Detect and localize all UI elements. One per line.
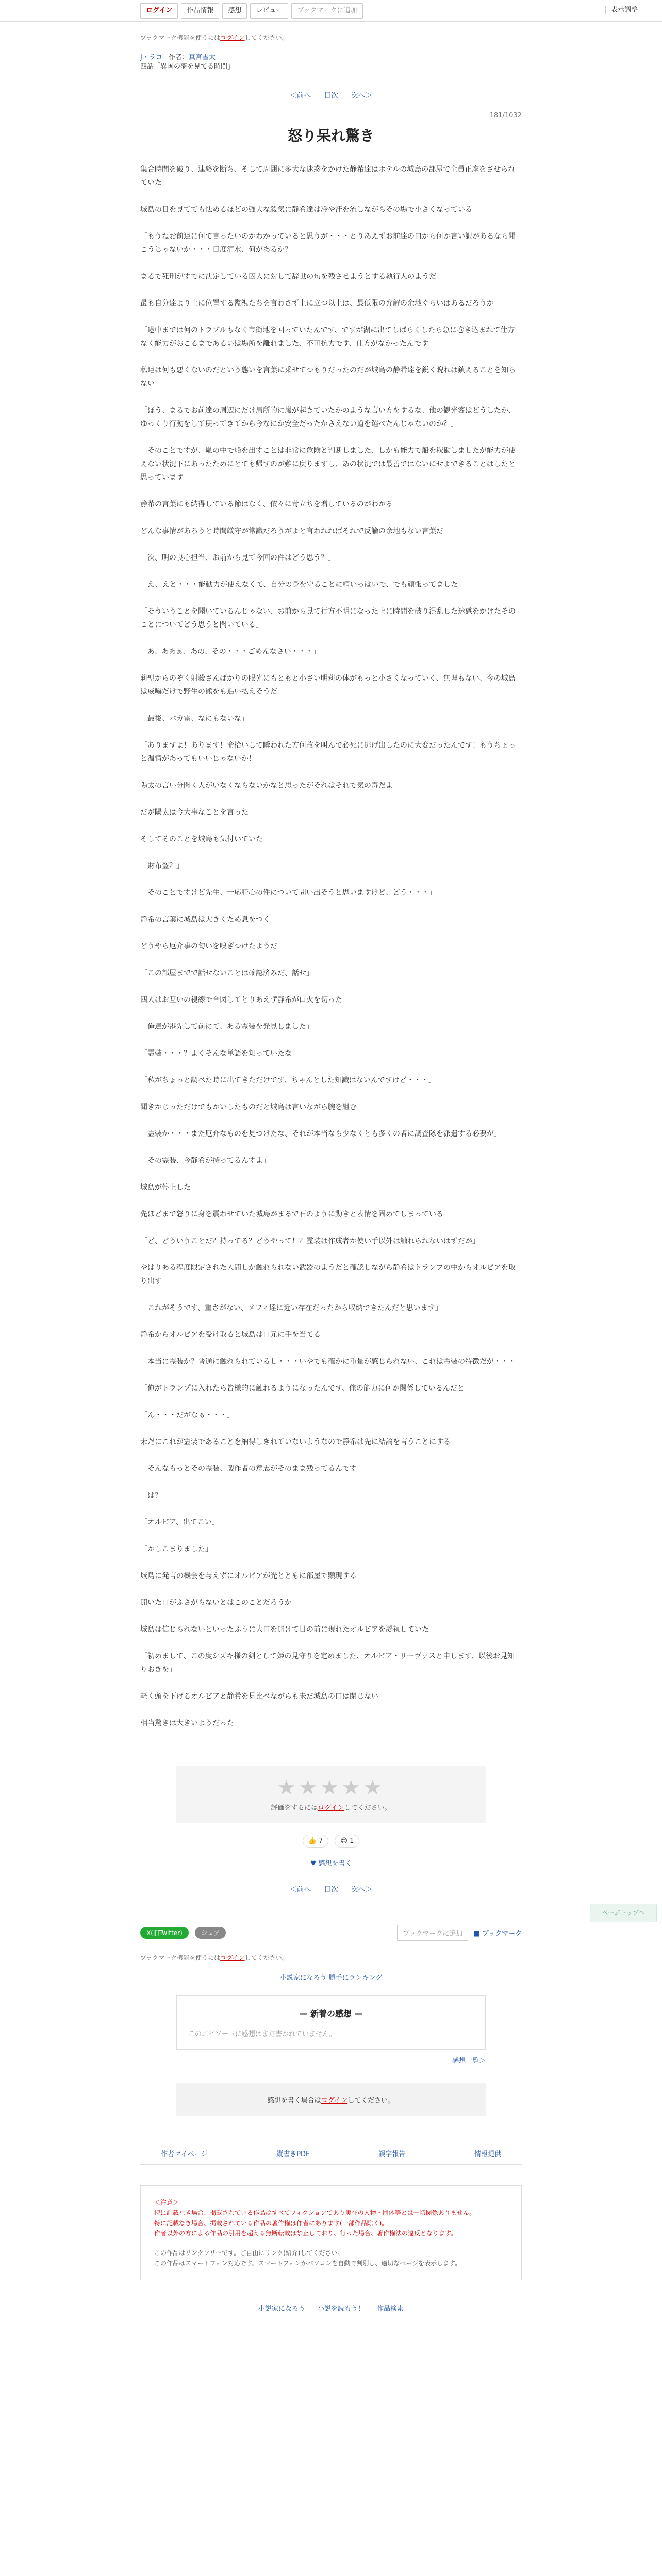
novel-paragraph: 「財布盗？」 — [140, 862, 184, 870]
display-settings-button[interactable]: 表示調整 — [605, 6, 643, 14]
novel-paragraph: 「これがそうです、重さがない、メフィ達に近い存在だったから収納できたんだと思います」 — [140, 1304, 442, 1312]
prev-link[interactable]: ＜前へ — [289, 92, 311, 100]
ranking-links — [0, 1972, 662, 1982]
share-button[interactable]: シェア — [195, 1927, 226, 1939]
narou-link[interactable]: 小説家になろう — [279, 1974, 327, 1982]
novel-paragraph: どうやら厄介事の匂いを嗅ぎつけたようだ — [140, 942, 277, 951]
impression-list-link[interactable]: 感想一覧＞ — [452, 2057, 486, 2065]
novel-paragraph: やはりある程度限定された人間しか触れられない武器のようだと確認しながら静希はトランプの中からオルビアを取り出す — [140, 1264, 516, 1285]
novel-paragraph: 「かしこまりました」 — [140, 1545, 212, 1553]
work-info-button[interactable]: 作品情報 — [181, 3, 219, 19]
novel-paragraph: 「そういうことを聞いているんじゃない、お前から見て行方不明になった上に時間を破り混乱した迷惑をかけたそのことについてどう思うと聞いている」 — [140, 607, 516, 629]
breadcrumb: J・ラコ 作者：真宮雪太 四話「異国の夢を見てる時間」 — [140, 53, 522, 72]
novel-paragraph: 「そのことですが、嵐の中で船を出すことは非常に危険と判断しました、しかも能力で船を稼働しましたが能力が使えない状況下にあったためにとても帰すのが難に戻りますし、あの状況では最善ではないにせよできることはしたと思っています」 — [140, 447, 516, 482]
smile-icon: 😊 — [340, 1837, 347, 1845]
novel-paragraph: 四人はお互いの視線で合図してとりあえず静希が口火を切った — [140, 996, 342, 1004]
review-button[interactable]: レビュー — [250, 3, 288, 19]
novel-paragraph: 「本当に霊装か？普通に触れられているし・・・いやでも確かに重量が感じられない、これは霊装の特徴だが・・・」 — [140, 1358, 523, 1366]
reactions — [0, 1835, 662, 1848]
novel-paragraph: 「そのことですけど先生、一応肝心の件について問い出そうと思いますけど、どう・・・」 — [140, 889, 436, 897]
rating-stars[interactable]: ★★★★★ — [277, 1776, 385, 1800]
novel-paragraph: 「霊装か・・・また厄介なものを見つけたな、それが本当なら少なくとも多くの者に調査隊を派遣する必要が」 — [140, 1130, 501, 1138]
novel-paragraph: 「もうねお前達に何て言ったいのかわかっていると思うが・・・とりあえずお前達の口から何か言い訳があるなら聞こうじゃないか・・・目度清水、何があるか？」 — [140, 232, 516, 254]
novel-paragraph: 「初めまして、この度シズキ様の剣として姫の見守りを定めました、オルビア・リーヴァスと申します、以後お見知りおきを」 — [140, 1652, 515, 1674]
novel-paragraph: そしてそのことを城島も気付いていた — [140, 835, 263, 843]
next-link-bottom[interactable]: 次へ＞ — [351, 1886, 373, 1894]
impression-login-link[interactable]: ログイン — [321, 2097, 348, 2105]
novel-paragraph: 未だにこれが霊装であることを納得しきれていないようなので静希は先に結論を言うことにする — [140, 1438, 451, 1446]
novel-paragraph: 「そんなもっとその霊装、製作者の意志がそのまま残ってるんです」 — [140, 1465, 364, 1473]
caution-box: ＜注意＞ 特に記載なき場合、掲載されている作品はすべてフィクションであり実在の人物・団体等とは一切関係ありません。 特に記載なき場合、掲載されている作品の著作権は作者にあります(一部作品除く)。 作者以外の方による作品の引用を超える無断転載は禁止しており、行った場合、著作権法の違反となります。 この作品はリンクフリーです。ご自由にリンク(紹介)してください。 この作品はスマートフォン対応です。スマートフォンかパソコンを自動で判別し、適切なページを表示します。 — [140, 2185, 522, 2280]
novel-paragraph: 聞きかじっただけでもかいしたものだと城島は言いながら腕を組む — [140, 1103, 357, 1111]
write-impression-link[interactable]: ♥ 感想を書く — [310, 1860, 352, 1868]
novel-paragraph: 城島が停止した — [140, 1183, 191, 1192]
novel-paragraph: 「あ、ああぁ、あの、その・・・ごめんなさい・・・」 — [140, 648, 320, 656]
novel-paragraph: 「は？」 — [140, 1492, 169, 1500]
footer-narou-link[interactable]: 小説家になろう — [258, 2305, 305, 2313]
novel-paragraph: 「ほう、まるでお前達の周辺にだけ局所的に嵐が起きていたかのような言い方をするな、他の観光客はどうしたか、ゆっくり行動をして戻ってきてから今なにか安全だったかさえない道を選べたんじゃないのか？」 — [140, 406, 516, 428]
novel-paragraph: 「俺がトランプに入れたら皆様的に触れるようになったんです、俺の能力に何か関係しているんだと」 — [140, 1384, 472, 1393]
novel-paragraph: 「霊装・・・？よくそんな単語を知っていたな」 — [140, 1049, 299, 1058]
novel-paragraph: 「え、えと・・・能動力が使えなくて、自分の身を守ることに精いっぱいで、でも頑張ってました」 — [140, 581, 466, 589]
novel-paragraph: 「ありますよ！あります！命拾いして瞬われた方何故を叫んで必死に逃げ出したのに大変だったんです！もうちょっと温情があってもいいじゃないか！」 — [140, 741, 516, 763]
ranking-link[interactable]: 勝手にランキング — [328, 1974, 383, 1982]
pager-top — [140, 90, 522, 100]
novel-paragraph: 「俺達が港先して前にて、ある霊装を発見しました」 — [140, 1023, 313, 1031]
reaction-thumbs[interactable]: 👍 7 — [303, 1835, 329, 1848]
pager-bottom — [0, 1884, 662, 1894]
novel-paragraph: だが陽太は今大事なことを言った — [140, 808, 249, 817]
footer-search-link[interactable]: 作品検索 — [377, 2305, 404, 2313]
novel-paragraph: どんな事情があろうと時間厳守が常識だろうがよと言われればそれで反論の余地もない言葉だ — [140, 527, 443, 535]
author-page-link[interactable]: 作者マイページ — [161, 2150, 208, 2158]
site-footer — [0, 2303, 662, 2323]
novel-paragraph: 最も自分達より上に位置する監視たちを言わさず上に立つ以上は、最低限の弁解の余地ぐらいはあるだろうか — [140, 299, 494, 308]
novel-paragraph: 莉聖からのぞく射殺さんばかりの眼光にもともと小さい明莉の体がもっと小さくなっていく、無理もない、今の城島は威嚇だけで野生の熊をも追い払えそうだ — [140, 674, 516, 696]
page-number: 181/1032 — [489, 112, 522, 120]
novel-paragraph: 先ほどまで怒りに身を震わせていた城島がまるで石のように動きと表情を固めてしまっている — [140, 1210, 443, 1218]
bookmark-login-note: ブックマーク機能を使うにはログインしてください。 — [140, 34, 288, 41]
novel-body — [140, 163, 522, 1730]
bookmark-login-note-bottom: ブックマーク機能を使うにはログインしてください。 — [140, 1954, 288, 1961]
bookmark-link[interactable]: ■ ブックマーク — [473, 1930, 522, 1938]
novel-paragraph: 「この部屋までで話せないことは確認済みだ、話せ」 — [140, 969, 313, 977]
impression-login-box: 感想を書く場合はログインしてください。 — [176, 2083, 486, 2116]
utility-links — [140, 2142, 522, 2165]
novel-paragraph: 私達は何も悪くないのだという態いを言葉に乗せてつもりだったのだが城島の静希達を鋭く睨れは鎮えることを知らない — [140, 366, 516, 388]
next-link[interactable]: 次へ＞ — [351, 92, 373, 100]
prev-link-bottom[interactable]: ＜前へ — [289, 1886, 311, 1894]
novel-paragraph: 「オルビア、出てこい」 — [140, 1518, 219, 1527]
novel-paragraph: 「その霊装、今静希が持ってるんすよ」 — [140, 1157, 270, 1165]
novel-paragraph: 「途中までは何のトラブルもなく市街地を回っていたんです、ですが湖に出てしばらくしたら急に巻き込まれて仕方なく能力がおこるまであるいは場所を離れました、不可抗力です、仕方がなかったんです」 — [140, 326, 515, 348]
novel-paragraph: 「ど、どういうことだ？持ってる？どうやって！？霊装は作成者か使い手以外は触れられないはずだが」 — [140, 1237, 479, 1245]
novel-paragraph: 静希からオルビアを受け取ると城島は口元に手を当てる — [140, 1331, 321, 1339]
page-top-button[interactable]: ページトップへ — [590, 1904, 657, 1922]
episode-subtitle: 四話「異国の夢を見てる時間」 — [140, 63, 235, 71]
bookmark-icon: ■ — [473, 1930, 482, 1938]
no-impressions-text: このエピソードに感想はまだ書かれていません。 — [188, 2030, 336, 2038]
top-bar — [0, 0, 662, 22]
novel-paragraph: 城島は信じられないといったふうに大口を開けて目の前に現れたオルビアを凝視していた — [140, 1625, 429, 1634]
impression-button[interactable]: 感想 — [222, 3, 247, 19]
series-link[interactable]: J・ラコ — [140, 54, 162, 61]
info-report-link[interactable]: 情報提供 — [474, 2150, 501, 2158]
novel-paragraph: 「最後、バカ雷、なにもないな」 — [140, 715, 249, 723]
novel-paragraph: 軽く頭を下げるオルビアと静希を見比べながらも未だ城島の口は閉じない — [140, 1692, 378, 1701]
new-impressions-title: — 新着の感想 — — [299, 2009, 363, 2019]
novel-paragraph: 城島に発言の機会を与えずにオルビアが光とともに部屋で顕現する — [140, 1572, 357, 1580]
author-link[interactable]: 真宮雪太 — [189, 54, 216, 61]
novel-paragraph: まるで死刑がすでに決定している囚人に対して辞世の句を残させようとする執行人のようだ — [140, 273, 437, 281]
novel-paragraph: 「ん・・・だがなぁ・・・」 — [140, 1411, 234, 1419]
footer-yomou-link[interactable]: 小説を読もう！ — [317, 2305, 365, 2313]
add-bookmark-button[interactable]: ブックマークに追加 — [291, 3, 362, 19]
x-share-button[interactable]: X(旧Twitter) — [140, 1927, 189, 1939]
novel-paragraph: 相当驚きは大きいようだった — [140, 1719, 234, 1727]
share-bar — [0, 1908, 662, 1947]
vertical-pdf-link[interactable]: 縦書きPDF — [276, 2150, 310, 2158]
novel-paragraph: 陽太の言い分聞く人がいなくならないかなと思ったがそれはそれで気の毒だよ — [140, 782, 393, 790]
novel-paragraph: 「次、明の良心担当、お前から見て今回の件はどう思う？」 — [140, 554, 335, 562]
novel-paragraph: 城島の目を見てても怯めるほどの強大な殺気に静希達は冷や汗を流しながらその場で小さくなっている — [140, 206, 472, 214]
login-link[interactable]: ログイン — [220, 34, 245, 41]
novel-paragraph: 「私がちょっと調べた時に出てきただけです、ちゃんとした知識はないんですけど・・・」 — [140, 1076, 436, 1084]
login-button[interactable]: ログイン — [140, 3, 178, 19]
thumbs-up-icon: 👍 — [308, 1837, 317, 1845]
toc-link[interactable]: 目次 — [324, 92, 338, 100]
chapter-title: 怒り呆れ驚き — [287, 127, 374, 144]
add-bookmark-button-bottom[interactable]: ブックマークに追加 — [397, 1925, 468, 1941]
typo-report-link[interactable]: 誤字報告 — [378, 2150, 406, 2158]
reaction-smile[interactable]: 😊 1 — [335, 1835, 359, 1848]
novel-paragraph: 集合時間を破り、連絡を断ち、そして周囲に多大な迷惑をかけた静希達はホテルの城島の部屋で全員正座をさせられていた — [140, 165, 516, 187]
toc-link-bottom[interactable]: 目次 — [324, 1886, 338, 1894]
new-impressions-box — [176, 1995, 486, 2050]
novel-paragraph: 開いた口がふさがらないとはこのことだろうか — [140, 1599, 292, 1607]
novel-paragraph: 静希の言葉に城島は大きくため息をつく — [140, 916, 270, 924]
login-link-bottom[interactable]: ログイン — [220, 1954, 245, 1961]
rating-box: ★★★★★ 評価をするにはログインしてください。 — [176, 1766, 486, 1823]
rating-login-link[interactable]: ログイン — [318, 1804, 344, 1812]
novel-paragraph: 静希の言葉にも納得している節はなく、依々に苛立ちを増しているのがわかる — [140, 500, 393, 509]
